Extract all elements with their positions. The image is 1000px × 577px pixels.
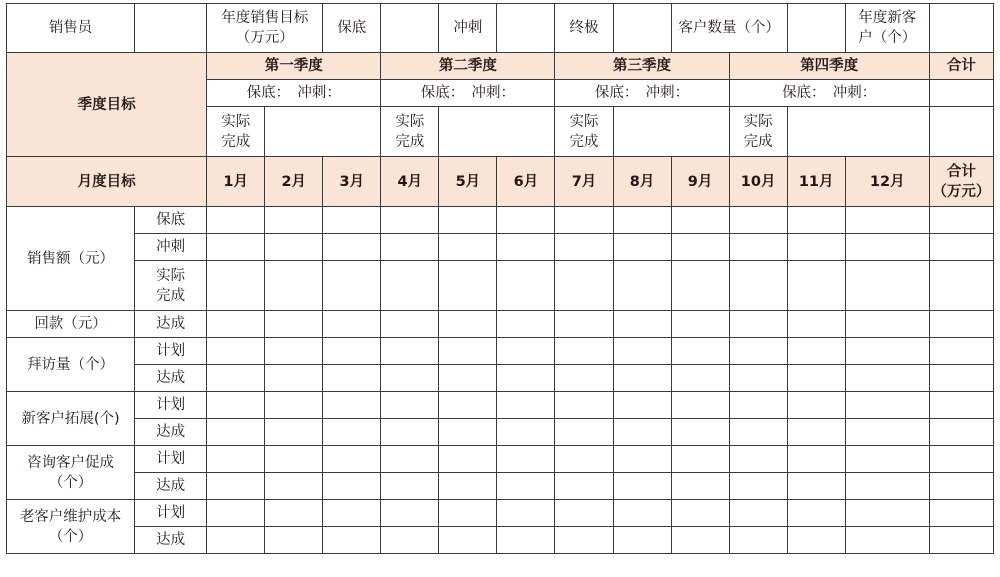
cell[interactable] bbox=[381, 392, 439, 419]
month-header: 10月 bbox=[729, 157, 787, 207]
quarter-4-actual-value[interactable] bbox=[787, 107, 929, 157]
cell[interactable] bbox=[845, 261, 929, 311]
quarter-2-actual-value[interactable] bbox=[439, 107, 555, 157]
cell[interactable] bbox=[555, 261, 613, 311]
cell[interactable] bbox=[787, 392, 845, 419]
cell[interactable] bbox=[729, 365, 787, 392]
cell[interactable] bbox=[613, 207, 671, 234]
cell[interactable] bbox=[207, 446, 265, 473]
cell[interactable] bbox=[323, 234, 381, 261]
cell[interactable] bbox=[729, 392, 787, 419]
cell[interactable] bbox=[497, 234, 555, 261]
sales-target-table bbox=[6, 3, 994, 554]
cell[interactable] bbox=[555, 234, 613, 261]
cell[interactable] bbox=[671, 207, 729, 234]
cell[interactable] bbox=[497, 261, 555, 311]
cell[interactable] bbox=[497, 311, 555, 338]
cell[interactable] bbox=[613, 311, 671, 338]
quarter-3-actual-label: 实际 完成 bbox=[555, 107, 613, 157]
cell[interactable] bbox=[497, 338, 555, 365]
cell[interactable] bbox=[381, 473, 439, 500]
quarter-3-targets[interactable]: 保底： 冲刺： bbox=[555, 80, 729, 107]
cell[interactable] bbox=[207, 207, 265, 234]
cell[interactable] bbox=[671, 261, 729, 311]
cell[interactable] bbox=[787, 527, 845, 554]
month-header: 1月 bbox=[207, 157, 265, 207]
cell[interactable] bbox=[555, 338, 613, 365]
sub-label: 计划 bbox=[135, 338, 207, 365]
month-header: 6月 bbox=[497, 157, 555, 207]
cell[interactable] bbox=[323, 500, 381, 527]
cell[interactable] bbox=[207, 473, 265, 500]
quarter-total-header: 合计 bbox=[929, 53, 993, 80]
cell[interactable] bbox=[787, 261, 845, 311]
header-row bbox=[7, 4, 994, 53]
sub-label: 计划 bbox=[135, 392, 207, 419]
cell[interactable] bbox=[207, 365, 265, 392]
cell[interactable] bbox=[787, 365, 845, 392]
cell[interactable] bbox=[555, 419, 613, 446]
cell[interactable] bbox=[787, 207, 845, 234]
cell[interactable] bbox=[671, 446, 729, 473]
cell[interactable] bbox=[207, 500, 265, 527]
table-row bbox=[7, 446, 994, 473]
quarter-1-actual-value[interactable] bbox=[265, 107, 381, 157]
cell[interactable] bbox=[555, 365, 613, 392]
sub-label: 达成 bbox=[135, 311, 207, 338]
table-row bbox=[7, 500, 994, 527]
quarter-section-title: 季度目标 bbox=[7, 53, 207, 157]
cell[interactable] bbox=[265, 338, 323, 365]
quarter-targets-total[interactable] bbox=[929, 80, 993, 107]
visits-label: 拜访量（个） bbox=[7, 338, 135, 392]
cell[interactable] bbox=[265, 311, 323, 338]
cell[interactable] bbox=[671, 234, 729, 261]
cell[interactable] bbox=[265, 527, 323, 554]
cell[interactable] bbox=[929, 473, 993, 500]
cell[interactable] bbox=[929, 207, 993, 234]
cell[interactable] bbox=[265, 207, 323, 234]
cell[interactable] bbox=[381, 365, 439, 392]
cell[interactable] bbox=[381, 500, 439, 527]
cell[interactable] bbox=[929, 500, 993, 527]
month-header: 3月 bbox=[323, 157, 381, 207]
cell[interactable] bbox=[613, 338, 671, 365]
cell[interactable] bbox=[787, 338, 845, 365]
cell[interactable] bbox=[323, 473, 381, 500]
cell[interactable] bbox=[207, 311, 265, 338]
cell[interactable] bbox=[787, 311, 845, 338]
payment-label: 回款（元） bbox=[7, 311, 135, 338]
new-customers-value[interactable] bbox=[929, 4, 993, 53]
table-row bbox=[7, 234, 994, 261]
cell[interactable] bbox=[845, 234, 929, 261]
cell[interactable] bbox=[439, 234, 497, 261]
cell[interactable] bbox=[381, 311, 439, 338]
cell[interactable] bbox=[381, 446, 439, 473]
cell[interactable] bbox=[845, 338, 929, 365]
quarter-3-actual-value[interactable] bbox=[613, 107, 729, 157]
cell[interactable] bbox=[613, 392, 671, 419]
cell[interactable] bbox=[497, 500, 555, 527]
cell[interactable] bbox=[729, 338, 787, 365]
cell[interactable] bbox=[929, 234, 993, 261]
cell[interactable] bbox=[729, 446, 787, 473]
cell[interactable] bbox=[729, 261, 787, 311]
cell[interactable] bbox=[671, 500, 729, 527]
cell[interactable] bbox=[613, 234, 671, 261]
sub-label: 实际 完成 bbox=[135, 261, 207, 311]
sub-label: 达成 bbox=[135, 419, 207, 446]
cell[interactable] bbox=[729, 473, 787, 500]
cell[interactable] bbox=[439, 527, 497, 554]
cell[interactable] bbox=[381, 261, 439, 311]
quarter-1-targets[interactable]: 保底： 冲刺： bbox=[207, 80, 381, 107]
cell[interactable] bbox=[555, 392, 613, 419]
new-customers-label: 年度新客 户（个） bbox=[845, 4, 929, 53]
cell[interactable] bbox=[671, 473, 729, 500]
sales-target-sheet bbox=[6, 3, 994, 554]
cell[interactable] bbox=[929, 365, 993, 392]
cell[interactable] bbox=[787, 419, 845, 446]
cell[interactable] bbox=[555, 473, 613, 500]
consult-customers-label: 咨询客户促成 （个） bbox=[7, 446, 135, 500]
table-row bbox=[7, 392, 994, 419]
cell[interactable] bbox=[439, 338, 497, 365]
table-row bbox=[7, 473, 994, 500]
cell[interactable] bbox=[671, 419, 729, 446]
ultimate-label: 终极 bbox=[555, 4, 613, 53]
sub-label: 保底 bbox=[135, 207, 207, 234]
cell[interactable] bbox=[729, 527, 787, 554]
customer-count-label: 客户数量（个） bbox=[671, 4, 787, 53]
cell[interactable] bbox=[323, 261, 381, 311]
quarter-2-targets[interactable]: 保底： 冲刺： bbox=[381, 80, 555, 107]
cell[interactable] bbox=[381, 419, 439, 446]
cell[interactable] bbox=[439, 365, 497, 392]
sub-label: 达成 bbox=[135, 473, 207, 500]
cell[interactable] bbox=[787, 473, 845, 500]
cell[interactable] bbox=[207, 392, 265, 419]
table-row bbox=[7, 207, 994, 234]
cell[interactable] bbox=[671, 392, 729, 419]
sub-label: 达成 bbox=[135, 365, 207, 392]
quarter-actual-total[interactable] bbox=[929, 107, 993, 157]
month-header: 11月 bbox=[787, 157, 845, 207]
customer-count-value[interactable] bbox=[787, 4, 845, 53]
cell[interactable] bbox=[929, 446, 993, 473]
cell[interactable] bbox=[497, 473, 555, 500]
baseline-label: 保底 bbox=[323, 4, 381, 53]
cell[interactable] bbox=[613, 419, 671, 446]
month-header: 8月 bbox=[613, 157, 671, 207]
table-row bbox=[7, 527, 994, 554]
cell[interactable] bbox=[613, 446, 671, 473]
cell[interactable] bbox=[497, 207, 555, 234]
quarter-3-header: 第三季度 bbox=[555, 53, 729, 80]
cell[interactable] bbox=[929, 338, 993, 365]
quarter-4-actual-label: 实际 完成 bbox=[729, 107, 787, 157]
cell[interactable] bbox=[845, 527, 929, 554]
table-row bbox=[7, 261, 994, 311]
cell[interactable] bbox=[439, 392, 497, 419]
sub-label: 冲刺 bbox=[135, 234, 207, 261]
cell[interactable] bbox=[613, 527, 671, 554]
table-row bbox=[7, 338, 994, 365]
cell[interactable] bbox=[207, 527, 265, 554]
cell[interactable] bbox=[439, 446, 497, 473]
cell[interactable] bbox=[323, 365, 381, 392]
cell[interactable] bbox=[671, 365, 729, 392]
sub-label: 计划 bbox=[135, 446, 207, 473]
cell[interactable] bbox=[929, 261, 993, 311]
quarter-2-actual-label: 实际 完成 bbox=[381, 107, 439, 157]
cell[interactable] bbox=[323, 207, 381, 234]
quarter-1-header: 第一季度 bbox=[207, 53, 381, 80]
cell[interactable] bbox=[323, 338, 381, 365]
cell[interactable] bbox=[613, 473, 671, 500]
cell[interactable] bbox=[439, 500, 497, 527]
quarter-4-targets[interactable]: 保底： 冲刺： bbox=[729, 80, 929, 107]
cell[interactable] bbox=[323, 419, 381, 446]
quarter-1-actual-label: 实际 完成 bbox=[207, 107, 265, 157]
cell[interactable] bbox=[845, 311, 929, 338]
sub-label: 达成 bbox=[135, 527, 207, 554]
cell[interactable] bbox=[845, 446, 929, 473]
table-row bbox=[7, 311, 994, 338]
cell[interactable] bbox=[497, 446, 555, 473]
cell[interactable] bbox=[497, 365, 555, 392]
cell[interactable] bbox=[207, 419, 265, 446]
salesperson-label: 销售员 bbox=[7, 4, 135, 53]
cell[interactable] bbox=[265, 419, 323, 446]
cell[interactable] bbox=[929, 311, 993, 338]
cell[interactable] bbox=[323, 446, 381, 473]
cell[interactable] bbox=[671, 338, 729, 365]
month-total-header: 合计 （万元） bbox=[929, 157, 993, 207]
cell[interactable] bbox=[439, 207, 497, 234]
cell[interactable] bbox=[929, 527, 993, 554]
cell[interactable] bbox=[729, 419, 787, 446]
annual-target-label: 年度销售目标 （万元） bbox=[207, 4, 323, 53]
sub-label: 计划 bbox=[135, 500, 207, 527]
cell[interactable] bbox=[787, 500, 845, 527]
cell[interactable] bbox=[671, 311, 729, 338]
sprint-label: 冲刺 bbox=[439, 4, 497, 53]
cell[interactable] bbox=[845, 365, 929, 392]
cell[interactable] bbox=[497, 392, 555, 419]
month-header-row bbox=[7, 157, 994, 207]
cell[interactable] bbox=[787, 446, 845, 473]
cell[interactable] bbox=[207, 338, 265, 365]
cell[interactable] bbox=[439, 261, 497, 311]
quarter-header-row bbox=[7, 53, 994, 80]
cell[interactable] bbox=[381, 234, 439, 261]
month-header: 4月 bbox=[381, 157, 439, 207]
sales-amount-label: 销售额（元） bbox=[7, 207, 135, 311]
cell[interactable] bbox=[439, 473, 497, 500]
cell[interactable] bbox=[845, 419, 929, 446]
month-section-title: 月度目标 bbox=[7, 157, 207, 207]
cell[interactable] bbox=[555, 311, 613, 338]
cell[interactable] bbox=[439, 311, 497, 338]
cell[interactable] bbox=[265, 500, 323, 527]
cell[interactable] bbox=[265, 234, 323, 261]
cell[interactable] bbox=[265, 473, 323, 500]
cell[interactable] bbox=[929, 392, 993, 419]
cell[interactable] bbox=[729, 311, 787, 338]
salesperson-value[interactable] bbox=[135, 4, 207, 53]
month-header: 2月 bbox=[265, 157, 323, 207]
cell[interactable] bbox=[613, 261, 671, 311]
month-header: 12月 bbox=[845, 157, 929, 207]
cell[interactable] bbox=[555, 500, 613, 527]
cell[interactable] bbox=[381, 207, 439, 234]
cell[interactable] bbox=[439, 419, 497, 446]
cell[interactable] bbox=[845, 392, 929, 419]
cell[interactable] bbox=[323, 392, 381, 419]
table-row bbox=[7, 419, 994, 446]
cell[interactable] bbox=[497, 419, 555, 446]
cell[interactable] bbox=[555, 207, 613, 234]
new-customers-row-label: 新客户拓展(个) bbox=[7, 392, 135, 446]
baseline-value[interactable] bbox=[381, 4, 439, 53]
cell[interactable] bbox=[845, 207, 929, 234]
cell[interactable] bbox=[265, 392, 323, 419]
cell[interactable] bbox=[555, 446, 613, 473]
quarter-2-header: 第二季度 bbox=[381, 53, 555, 80]
table-row bbox=[7, 365, 994, 392]
cell[interactable] bbox=[787, 234, 845, 261]
cell[interactable] bbox=[555, 527, 613, 554]
cell[interactable] bbox=[323, 311, 381, 338]
cell[interactable] bbox=[207, 234, 265, 261]
cell[interactable] bbox=[265, 446, 323, 473]
cell[interactable] bbox=[265, 261, 323, 311]
cell[interactable] bbox=[497, 527, 555, 554]
cell[interactable] bbox=[729, 207, 787, 234]
cell[interactable] bbox=[729, 234, 787, 261]
old-customers-label: 老客户维护成本 （个） bbox=[7, 500, 135, 554]
cell[interactable] bbox=[381, 527, 439, 554]
cell[interactable] bbox=[207, 261, 265, 311]
cell[interactable] bbox=[929, 419, 993, 446]
quarter-4-header: 第四季度 bbox=[729, 53, 929, 80]
cell[interactable] bbox=[613, 365, 671, 392]
cell[interactable] bbox=[729, 500, 787, 527]
cell[interactable] bbox=[381, 338, 439, 365]
month-header: 9月 bbox=[671, 157, 729, 207]
cell[interactable] bbox=[845, 500, 929, 527]
ultimate-value[interactable] bbox=[613, 4, 671, 53]
cell[interactable] bbox=[265, 365, 323, 392]
cell[interactable] bbox=[845, 473, 929, 500]
sprint-value[interactable] bbox=[497, 4, 555, 53]
cell[interactable] bbox=[671, 527, 729, 554]
month-header: 5月 bbox=[439, 157, 497, 207]
cell[interactable] bbox=[613, 500, 671, 527]
cell[interactable] bbox=[323, 527, 381, 554]
month-header: 7月 bbox=[555, 157, 613, 207]
